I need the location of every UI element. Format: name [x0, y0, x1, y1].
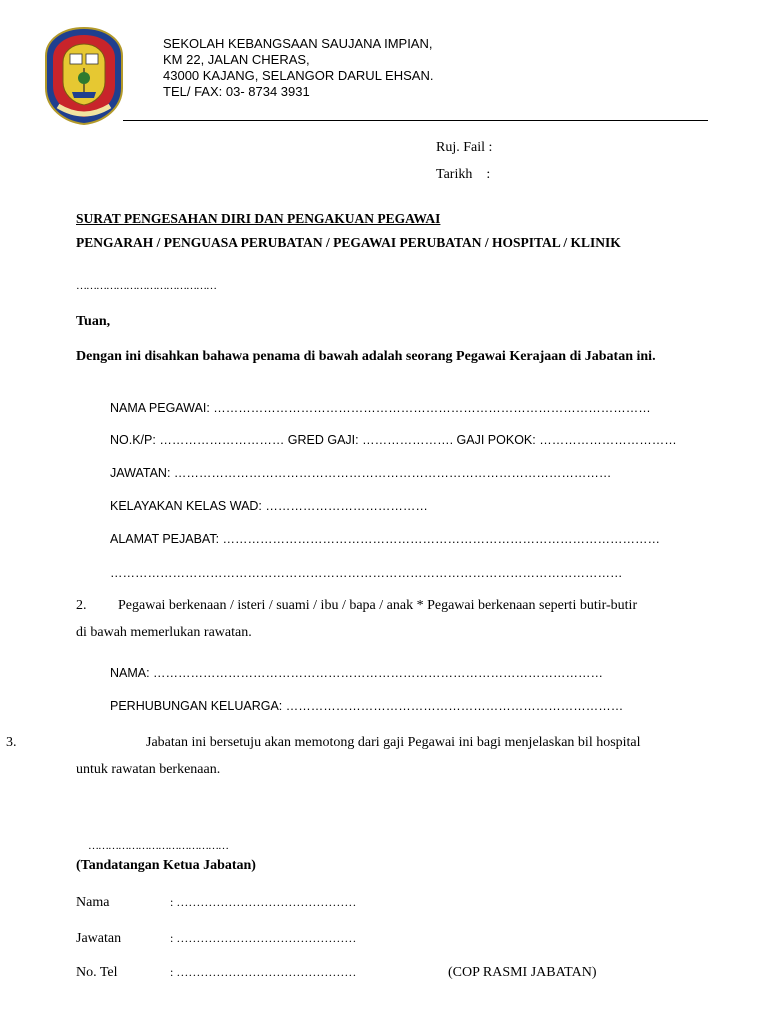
sig-tel-label: No. Tel — [76, 965, 118, 980]
signature-label: (Tandatangan Ketua Jabatan) — [76, 858, 256, 873]
address-line: KM 22, JALAN CHERAS, — [163, 52, 310, 67]
para3-line1: Jabatan ini bersetuju akan memotong dari gaji Pegawai ini bagi menjelaskan bil hospital — [146, 735, 641, 750]
sig-jawatan-label: Jawatan — [76, 931, 122, 946]
recipient-dotted-line: …………………………………… — [76, 280, 216, 292]
field-nama-pegawai: NAMA PEGAWAI: …………………………………………………………………………………………… — [110, 401, 651, 415]
address-line: 43000 KAJANG, SELANGOR DARUL EHSAN. — [163, 68, 434, 83]
school-address — [163, 36, 433, 100]
field-kelayakan-kelas-wad: KELAYAKAN KELAS WAD: ………………………………… — [110, 499, 428, 513]
tarikh-label: Tarikh : — [436, 167, 491, 182]
field-jawatan: JAWATAN: …………………………………………………………………………………………… — [110, 466, 612, 480]
field-alamat-pejabat: ALAMAT PEJABAT: …………………………………………………………………………………………… — [110, 532, 661, 546]
address-line: TEL/ FAX: 03- 8734 3931 — [163, 84, 310, 99]
letter-title: SURAT PENGESAHAN DIRI DAN PENGAKUAN PEGAWAI — [76, 211, 441, 226]
signature-dotted-line: …………………………………… — [88, 840, 228, 852]
field-perhubungan-keluarga: PERHUBUNGAN KELUARGA: ……………………………………………………………………… — [110, 699, 624, 713]
sig-nama-field: : ……………………………………… — [170, 895, 357, 909]
ruj-fail-label: Ruj. Fail : — [436, 140, 493, 155]
cop-rasmi-label: (COP RASMI JABATAN) — [448, 965, 597, 980]
para3-line2: untuk rawatan berkenaan. — [76, 762, 221, 777]
para2-line2: di bawah memerlukan rawatan. — [76, 625, 252, 640]
field-nokp-gred-gaji: NO.K/P: ………………………… GRED GAJI: …………………. GAJI POKOK: …………………………… — [110, 433, 677, 447]
address-line: SEKOLAH KEBANGSAAN SAUJANA IMPIAN, — [163, 36, 433, 51]
intro-paragraph: Dengan ini disahkan bahawa penama di bawah adalah seorang Pegawai Kerajaan di Jabatan ini. — [76, 349, 656, 364]
sig-tel-field: : ……………………………………… — [170, 965, 357, 979]
letter-subtitle: PENGARAH / PENGUASA PERUBATAN / PEGAWAI PERUBATAN / HOSPITAL / KLINIK — [76, 235, 621, 250]
field-nama: NAMA: ……………………………………………………………………………………………… — [110, 666, 604, 680]
field-alamat-continuation: …………………………………………………………………………………………………………… — [110, 566, 623, 580]
sig-nama-label: Nama — [76, 895, 110, 910]
para2-line1: 2. Pegawai berkenaan / isteri / suami / ibu / bapa / anak * Pegawai berkenaan seperti butir-butir — [76, 598, 638, 613]
salutation: Tuan, — [76, 314, 111, 329]
header-divider — [123, 120, 708, 121]
school-crest-icon — [44, 26, 124, 126]
para3-number: 3. — [6, 735, 17, 750]
sig-jawatan-field: : ……………………………………… — [170, 931, 357, 945]
